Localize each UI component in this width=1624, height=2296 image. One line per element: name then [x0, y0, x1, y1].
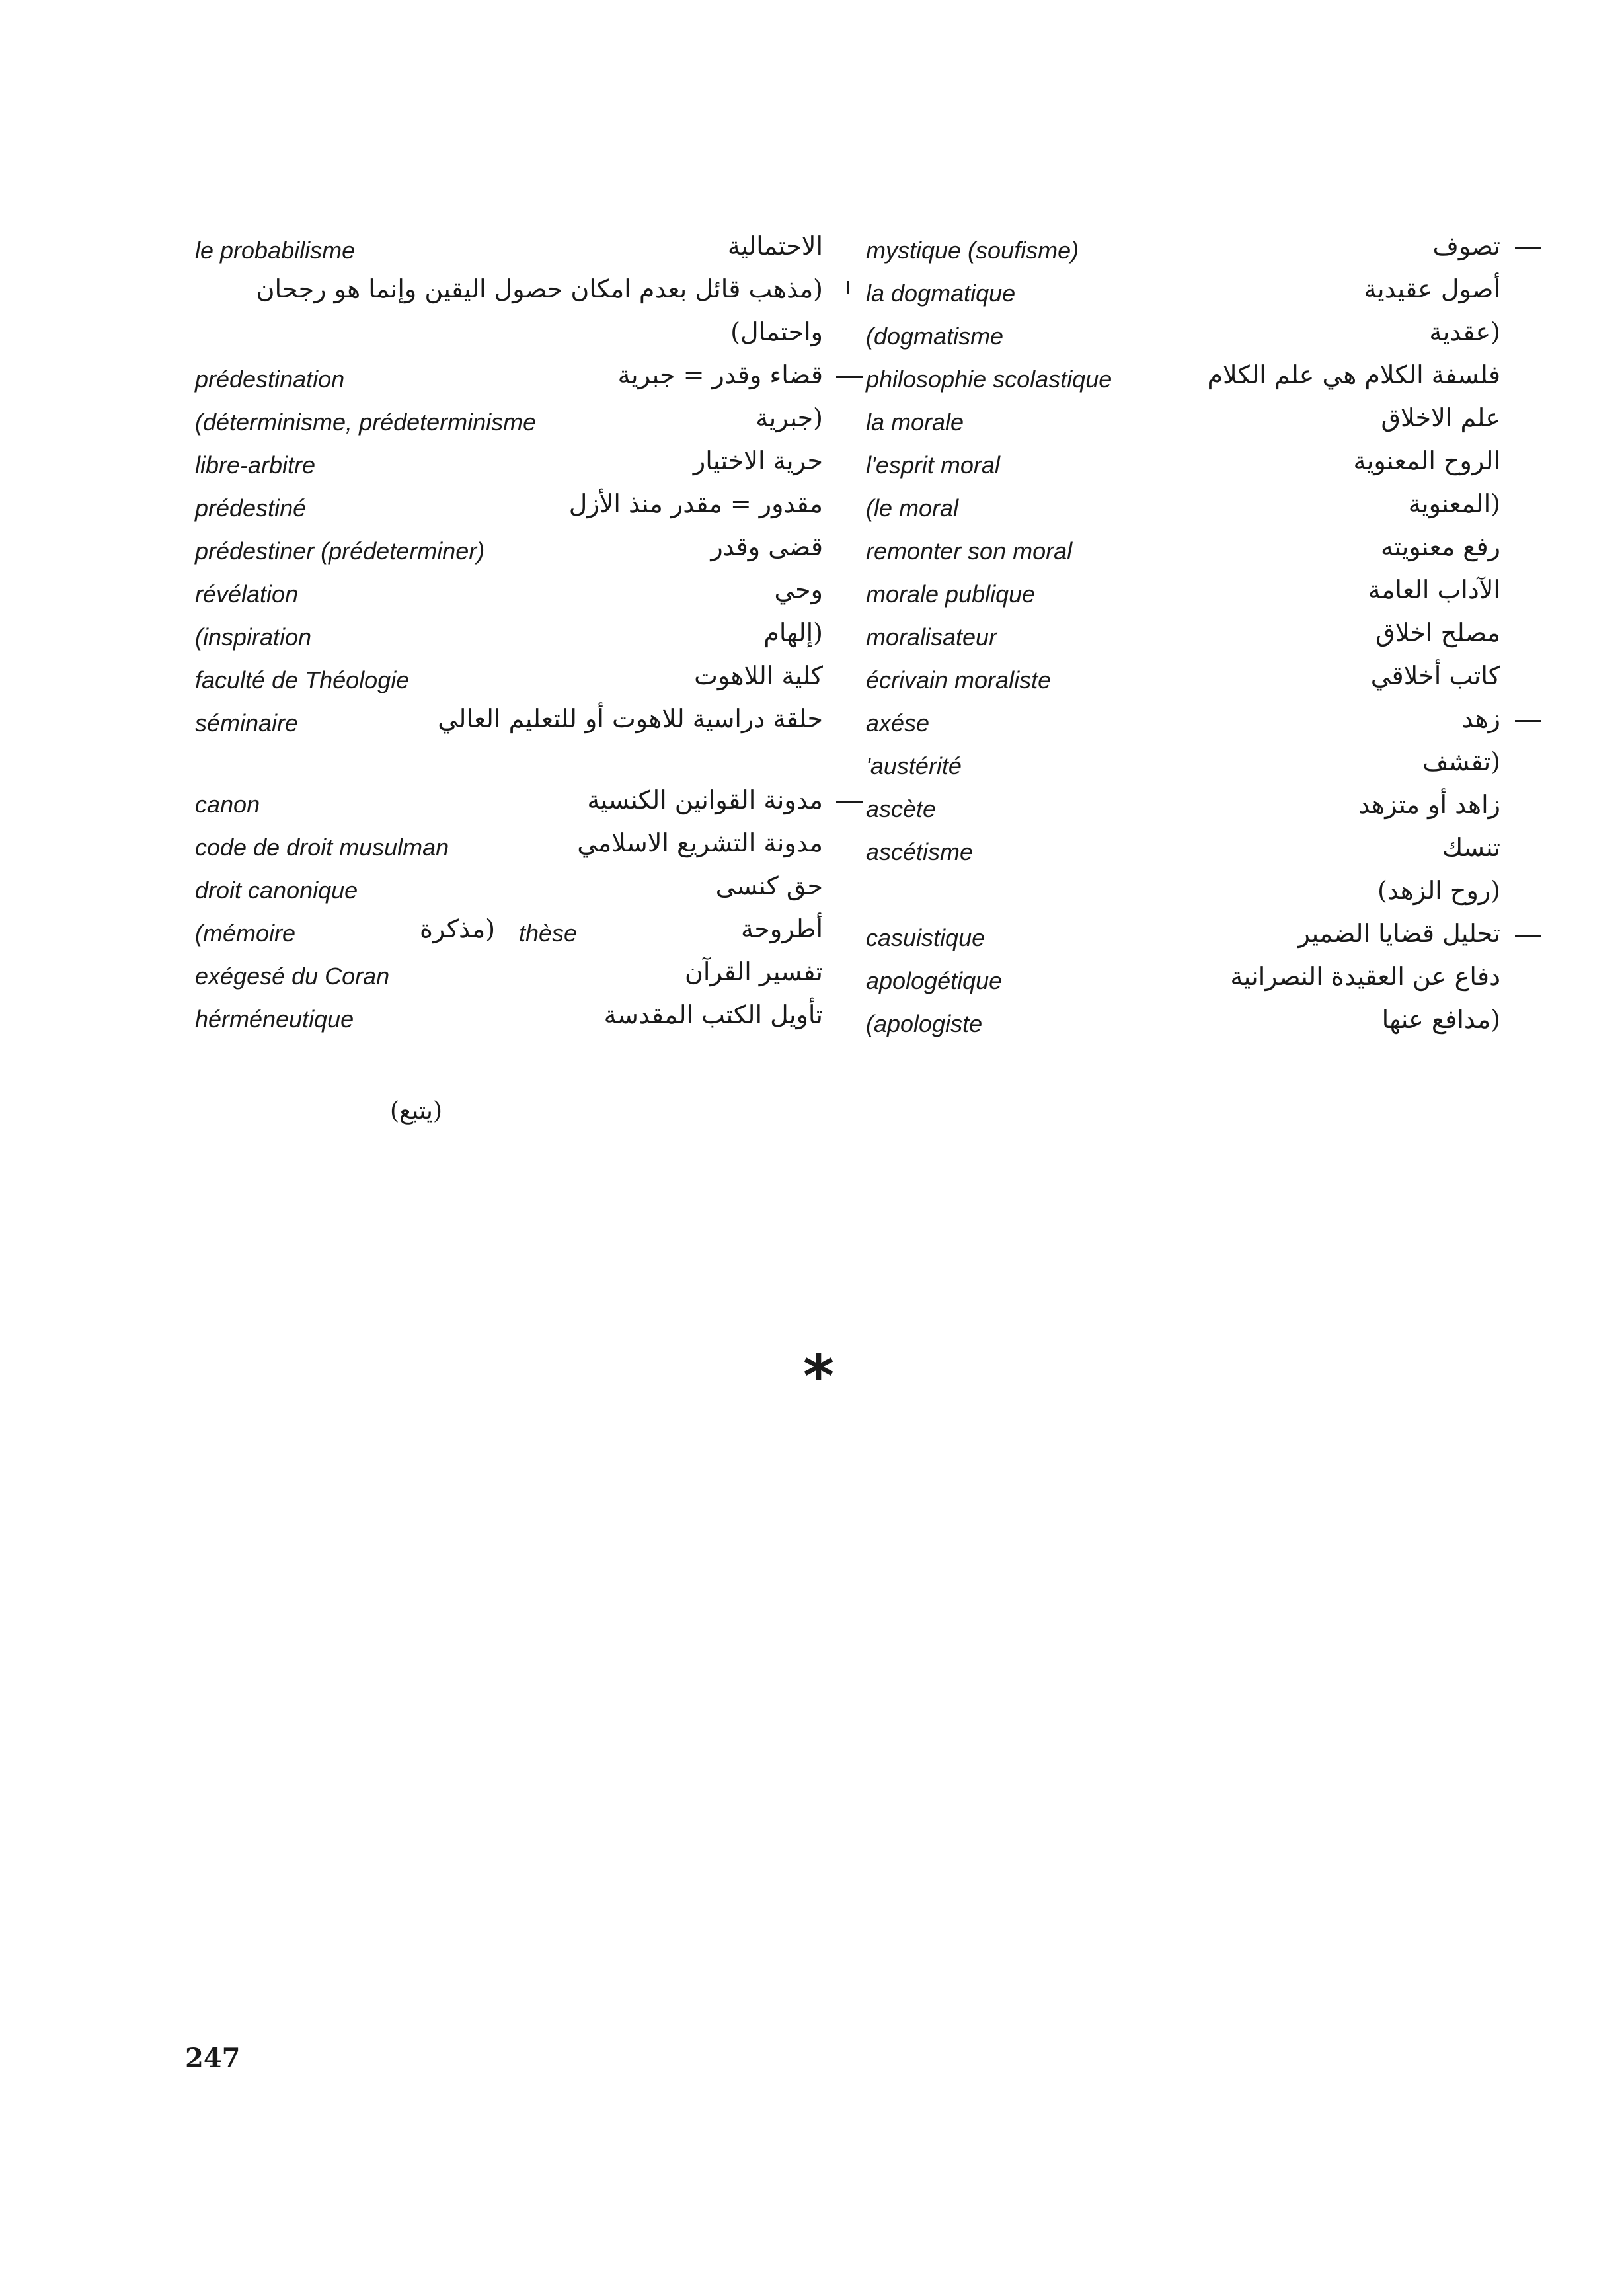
glossary-row [866, 790, 1500, 833]
arabic-term: (مدافع عنها [1381, 1005, 1500, 1034]
french-term: morale publique [866, 580, 1036, 608]
arabic-term: واحتمال) [730, 317, 823, 346]
french-term: axése [866, 709, 930, 736]
arabic-term: مدونة التشريع الاسلامي [577, 828, 823, 857]
arabic-term: (جبرية [755, 403, 823, 432]
glossary-row [195, 704, 823, 747]
right-column [866, 231, 1500, 1048]
arabic-term: تأويل الكتب المقدسة [603, 1000, 823, 1029]
french-term: le probabilisme [195, 237, 356, 264]
french-term: (dogmatisme [866, 323, 1004, 350]
french-term: prédestination [195, 366, 345, 393]
arabic-term: زهد [1461, 704, 1500, 733]
french-term: hérméneutique [195, 1006, 354, 1033]
arabic-term: الاحتمالية [727, 231, 823, 260]
section-separator: * [803, 1342, 835, 1411]
glossary-row [195, 828, 823, 871]
french-term: prédestiné [195, 495, 307, 522]
arabic-term: أصول عقيدية [1364, 274, 1500, 303]
arabic-term: تنسك [1442, 833, 1500, 862]
glossary-row [866, 575, 1500, 618]
section-dash [1515, 720, 1541, 722]
french-term: la morale [866, 409, 964, 436]
french-term: exégesé du Coran [195, 963, 390, 990]
arabic-term: مصلح اخلاق [1375, 618, 1500, 647]
french-term: remonter son moral [866, 537, 1073, 565]
arabic-term: قضاء وقدر = جبرية [617, 360, 823, 389]
section-dash [836, 801, 863, 803]
french-term: (inspiration [195, 623, 312, 651]
french-term: 'austérité [866, 752, 962, 779]
arabic-term: (عقدية [1429, 317, 1500, 346]
arabic-term: وحي [774, 575, 823, 604]
arabic-term: حرية الاختيار [693, 446, 823, 475]
arabic-term: رفع معنويته [1380, 532, 1500, 561]
glossary-row [195, 871, 823, 914]
arabic-term: (إلهام [763, 618, 823, 647]
arabic-term: حق كنسى [715, 871, 823, 900]
french-term: philosophie scolastique [866, 366, 1112, 393]
section-dash [1515, 935, 1541, 937]
glossary-row [195, 1000, 823, 1043]
arabic-term: زاهد أو متزهد [1358, 790, 1500, 819]
arabic-term: الروح المعنوية [1353, 446, 1500, 475]
arabic-term: الآداب العامة [1368, 575, 1500, 604]
arabic-term: (المعنوية [1408, 489, 1500, 518]
glossary-row [866, 962, 1500, 1005]
glossary-row [866, 446, 1500, 489]
french-term: moralisateur [866, 623, 997, 651]
glossary-row [195, 914, 823, 957]
glossary-row [866, 1005, 1500, 1048]
glossary-row [866, 704, 1500, 747]
arabic-synonym: (مذكرة [420, 914, 496, 943]
arabic-term: تصوف [1432, 231, 1500, 260]
french-term: libre-arbitre [195, 452, 316, 479]
arabic-term: دفاع عن العقيدة النصرانية [1230, 962, 1500, 991]
french-term: prédestiner (prédeterminer) [195, 537, 485, 565]
glossary-row [195, 489, 823, 532]
glossary-row [866, 919, 1500, 962]
french-term: écrivain moraliste [866, 666, 1052, 693]
french-term: (le moral [866, 495, 959, 522]
glossary-row [195, 618, 823, 661]
glossary-row [866, 360, 1500, 403]
section-dash [1515, 247, 1541, 249]
arabic-term: قضى وقدر [711, 532, 823, 561]
arabic-term: كاتب أخلاقي [1370, 661, 1500, 690]
arabic-term: مدونة القوانين الكنسية [587, 785, 823, 814]
french-term: ascétisme [866, 838, 974, 865]
arabic-term: فلسفة الكلام هي علم الكلام [1207, 360, 1500, 389]
french-term: mystique (soufisme) [866, 237, 1079, 264]
glossary-row [195, 360, 823, 403]
glossary-row [195, 575, 823, 618]
margin-mark [847, 281, 849, 294]
arabic-term: أطروحة [741, 914, 823, 943]
french-term: (mémoire [195, 920, 296, 947]
glossary-row [866, 489, 1500, 532]
glossary-row [866, 661, 1500, 704]
continuation-note: (يتبع) [390, 1097, 442, 1125]
french-term: la dogmatique [866, 280, 1016, 307]
glossary-row [195, 747, 823, 785]
glossary-row [195, 317, 823, 360]
page-number: 247 [185, 2043, 241, 2074]
glossary-row [195, 532, 823, 575]
section-dash [836, 376, 863, 378]
glossary-row [866, 532, 1500, 575]
french-term: (apologiste [866, 1010, 983, 1037]
arabic-term: تفسير القرآن [685, 957, 823, 986]
french-term: faculté de Théologie [195, 666, 410, 693]
glossary-row [866, 274, 1500, 317]
french-term: l'esprit moral [866, 452, 1000, 479]
glossary-row [866, 317, 1500, 360]
french-synonym: thèse [519, 920, 578, 947]
arabic-term: تحليل قضايا الضمير [1297, 919, 1500, 948]
arabic-term: حلقة دراسية للاهوت أو للتعليم العالي [438, 704, 823, 733]
french-term: droit canonique [195, 877, 358, 904]
french-term: canon [195, 791, 260, 818]
glossary-row [866, 403, 1500, 446]
french-term: ascète [866, 795, 937, 822]
glossary-row [866, 747, 1500, 790]
glossary-row [195, 274, 823, 317]
arabic-term: (تقشف [1422, 747, 1500, 776]
arabic-term: (مذهب قائل بعدم امكان حصول اليقين وإنما هو رجحان [256, 274, 823, 303]
french-term: séminaire [195, 709, 299, 736]
french-term: apologétique [866, 967, 1003, 994]
french-term: révélation [195, 580, 299, 608]
glossary-row [195, 957, 823, 1000]
glossary-row [866, 231, 1500, 274]
french-term: casuistique [866, 924, 986, 951]
glossary-row [195, 446, 823, 489]
glossary-row [866, 833, 1500, 876]
french-term: (déterminisme, prédeterminisme [195, 409, 537, 436]
glossary-row [195, 403, 823, 446]
glossary-row [195, 785, 823, 828]
arabic-term: علم الاخلاق [1381, 403, 1500, 432]
arabic-term: كلية اللاهوت [694, 661, 823, 690]
glossary-row [866, 876, 1500, 919]
glossary-row [866, 618, 1500, 661]
left-column [195, 231, 823, 1043]
arabic-term: (روح الزهد) [1377, 876, 1500, 905]
arabic-term: مقدور = مقدر منذ الأزل [568, 489, 823, 518]
glossary-row [195, 661, 823, 704]
french-term: code de droit musulman [195, 834, 449, 861]
glossary-row [195, 231, 823, 274]
